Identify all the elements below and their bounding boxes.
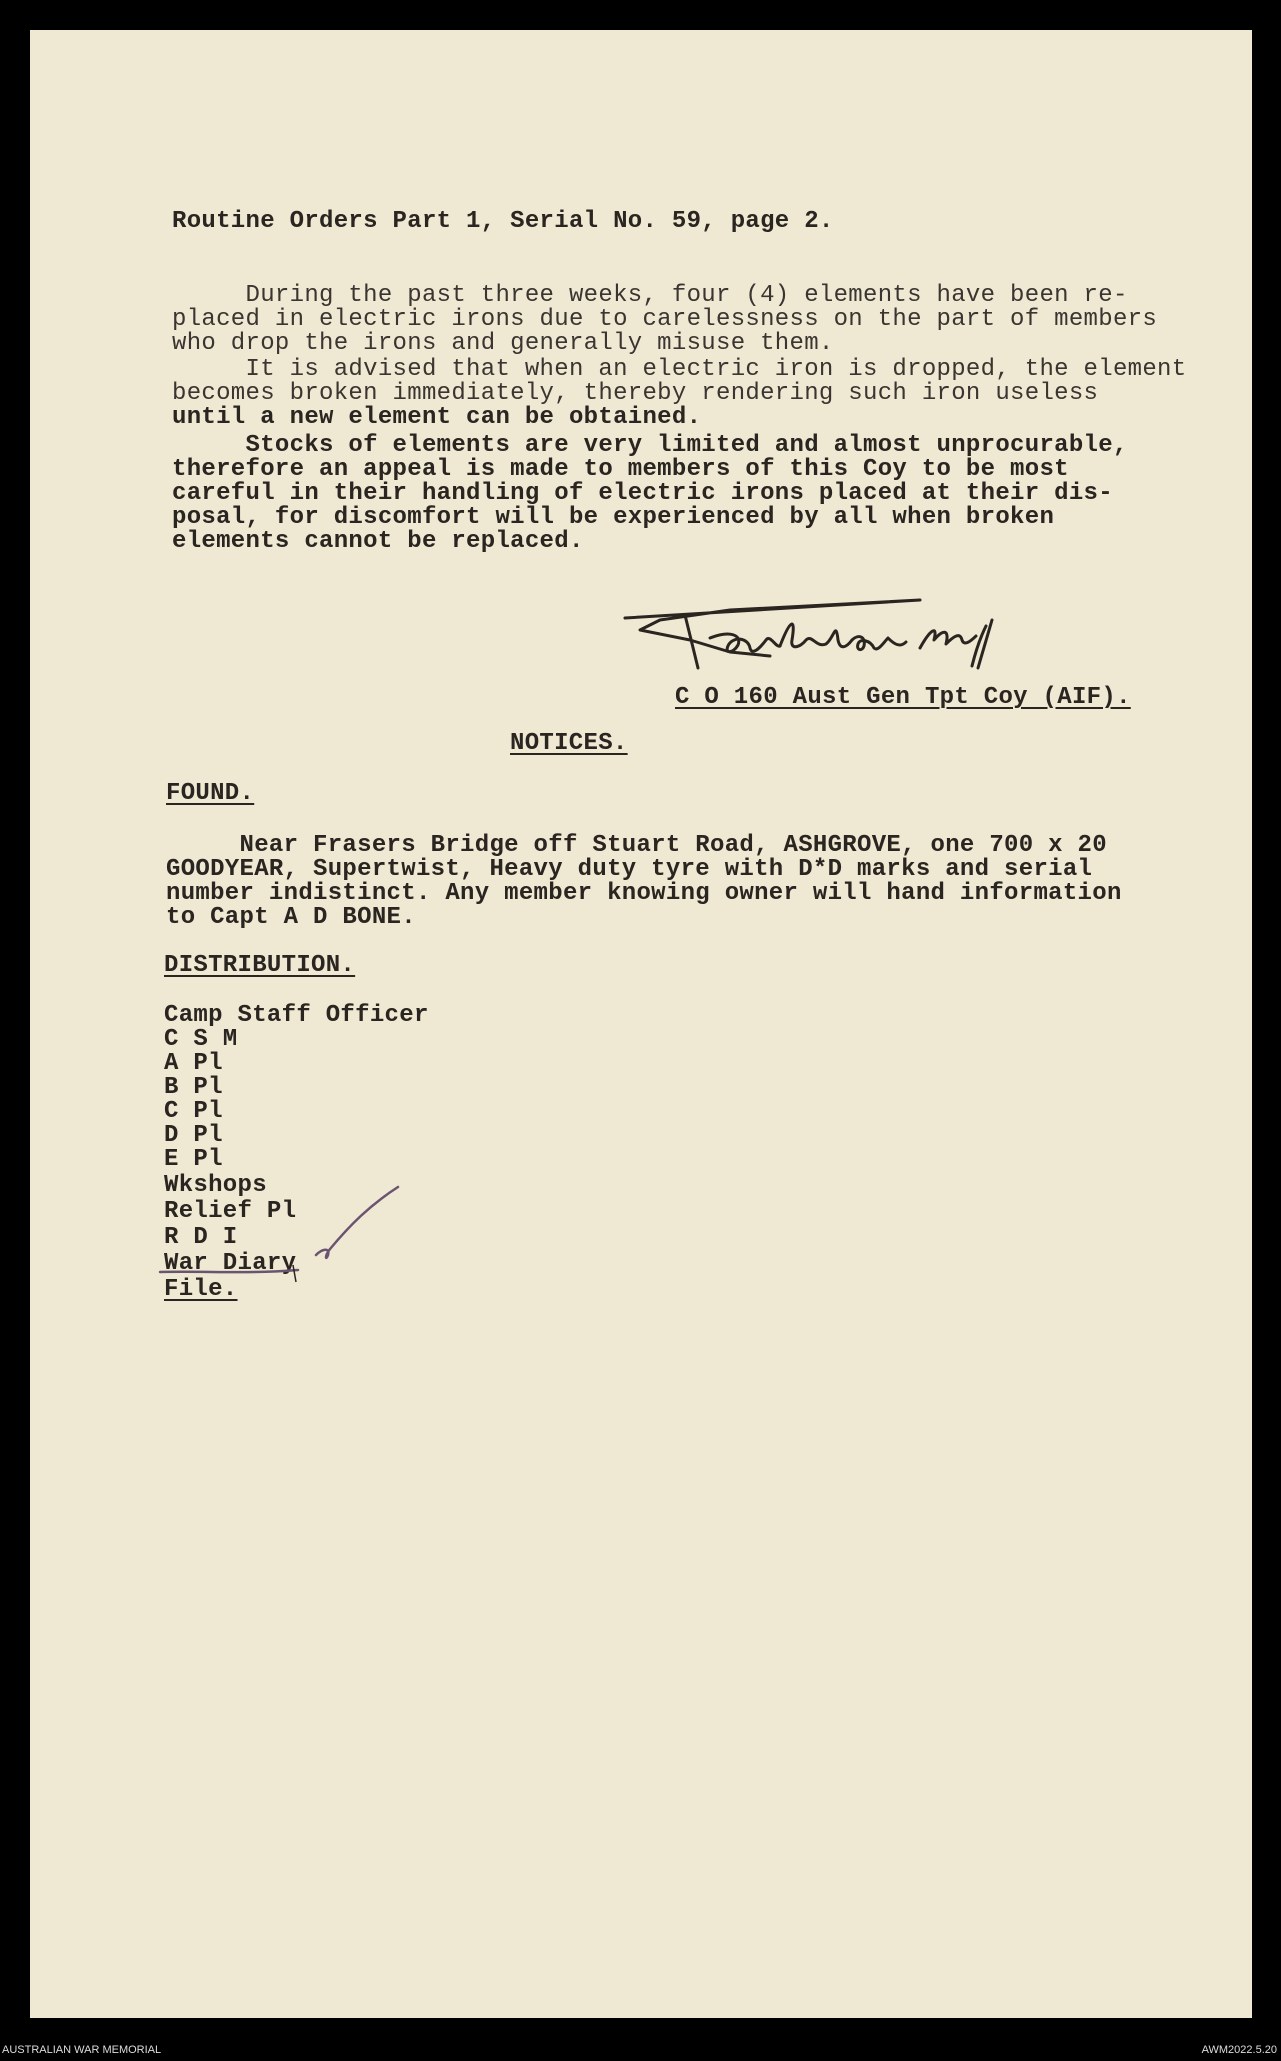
found-line: Near Frasers Bridge off Stuart Road, ASHGROVE, one 700 x 20 <box>166 832 1107 859</box>
paragraph-line: careful in their handling of electric irons placed at their dis- <box>172 480 1113 507</box>
distribution-item: D Pl <box>164 1122 223 1149</box>
notices-heading: NOTICES. <box>510 730 628 757</box>
paragraph-line: posal, for discomfort will be experienced by all when broken <box>172 504 1055 531</box>
found-heading: FOUND. <box>166 780 255 807</box>
paragraph-line: elements cannot be replaced. <box>172 528 584 555</box>
found-line: GOODYEAR, Supertwist, Heavy duty tyre with D*D marks and serial <box>166 856 1093 883</box>
distribution-item: File. <box>164 1276 238 1303</box>
document-header: Routine Orders Part 1, Serial No. 59, page 2. <box>172 208 834 235</box>
pencil-check-mark <box>150 1185 410 1295</box>
paragraph-line: During the past three weeks, four (4) elements have been re- <box>172 282 1128 309</box>
distribution-heading: DISTRIBUTION. <box>164 952 356 979</box>
paragraph-line: It is advised that when an electric iron is dropped, the element <box>172 356 1187 383</box>
distribution-item: A Pl <box>164 1050 223 1077</box>
distribution-item: Camp Staff Officer <box>164 1002 429 1029</box>
paragraph-line: who drop the irons and generally misuse them. <box>172 330 834 357</box>
paragraph-line: Stocks of elements are very limited and almost unprocurable, <box>172 432 1128 459</box>
paragraph-line: becomes broken immediately, thereby rendering such iron useless <box>172 380 1099 407</box>
distribution-item: E Pl <box>164 1146 223 1173</box>
found-line: number indistinct. Any member knowing owner will hand information <box>166 880 1122 907</box>
distribution-item: B Pl <box>164 1074 223 1101</box>
distribution-item: Relief Pl <box>164 1198 297 1225</box>
signature-title: C O 160 Aust Gen Tpt Coy (AIF). <box>675 684 1131 711</box>
paragraph-line: therefore an appeal is made to members of this Coy to be most <box>172 456 1069 483</box>
distribution-item: War Diary <box>164 1250 297 1277</box>
distribution-item: C S M <box>164 1026 238 1053</box>
footer-left: AUSTRALIAN WAR MEMORIAL <box>2 2044 162 2056</box>
handwritten-signature <box>620 590 1160 690</box>
distribution-item: R D I <box>164 1224 238 1251</box>
footer-right: AWM2022.5.20 <box>1201 2044 1277 2056</box>
paragraph-line: until a new element can be obtained. <box>172 404 702 431</box>
found-line: to Capt A D BONE. <box>166 904 416 931</box>
distribution-item: C Pl <box>164 1098 223 1125</box>
paragraph-line: placed in electric irons due to carelessness on the part of members <box>172 306 1158 333</box>
distribution-item: Wkshops <box>164 1172 267 1199</box>
